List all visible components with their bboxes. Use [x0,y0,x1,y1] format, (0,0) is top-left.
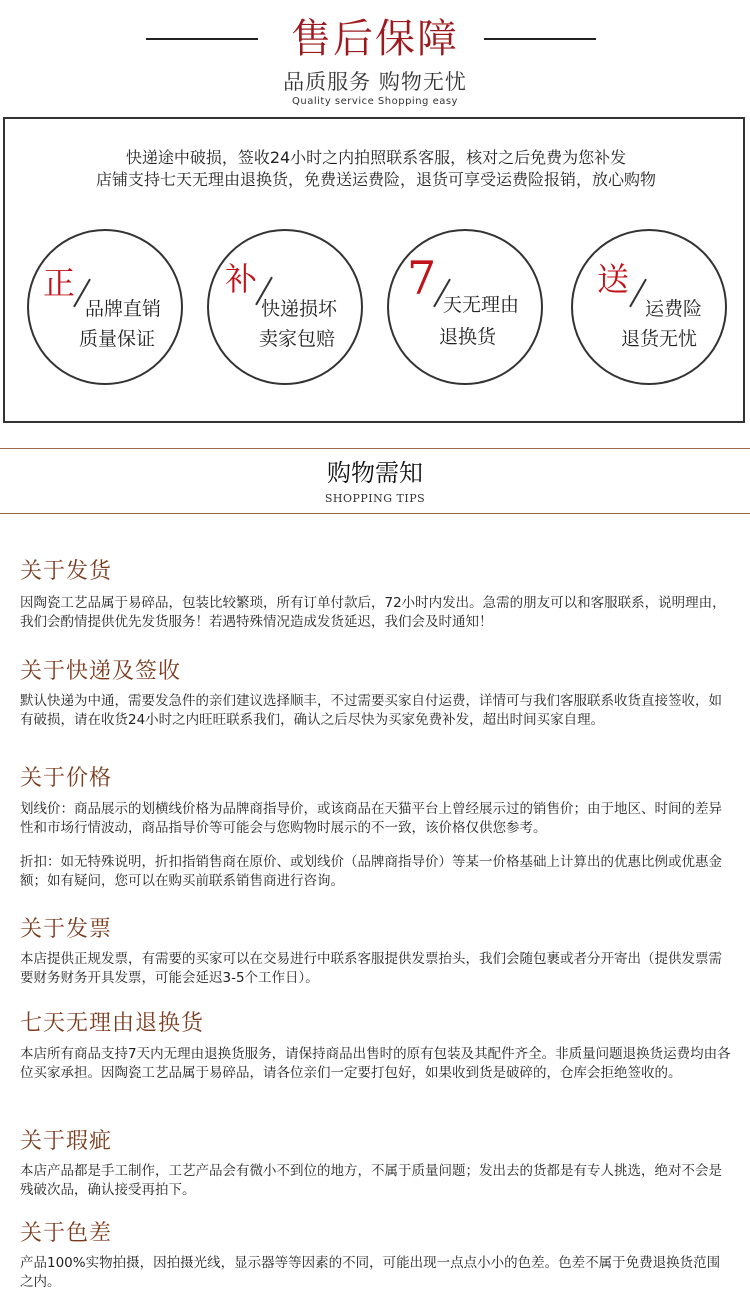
badge-line-2: 卖家包赔 [259,328,336,350]
guarantee-box [3,117,745,423]
section-title-invoice: 关于发票 [20,917,113,942]
section-body-color: 产品100%实物拍摄，因拍摄光线，显示器等等因素的不同，可能出现一点点小小的色差。色差不属于免费退换货范围之内。 [20,1255,721,1290]
badge-line-1: 快递损坏 [261,298,338,320]
badge-line-1: 品牌直销 [85,298,162,320]
section-body-price-discount: 折扣：如无特殊说明，折扣指销售商在原价、或划线价（品牌商指导价）等某一价格基础上计算出的优惠比例或优惠金额；如有疑问，您可以在购买前联系销售商进行咨询。 [20,854,722,889]
section-title-price: 关于价格 [20,766,113,791]
section-title-shipping: 关于发货 [20,559,113,584]
badge-authentic [27,229,183,385]
section-body-price-strike: 划线价：商品展示的划横线价格为品牌商指导价，或该商品在天猫平台上曾经展示过的销售价；由于地区、时间的差异性和市场行情波动，商品指导价等可能会与您购物时展示的不一致，该价格仅供您参考。 [20,801,722,836]
page-subtitle: 品质服务 购物无忧 [283,70,467,94]
section-title-flaws: 关于瑕疵 [20,1129,113,1154]
badge-char: 7 [407,251,437,305]
section-body-shipping: 因陶瓷工艺品属于易碎品，包装比较繁琐，所有订单付款后，72小时内发出。急需的朋友可以和客服联系，说明理由，我们会酌情提供优先发货服务！若遇特殊情况造成发货延迟，我们会及时通知！ [20,595,726,630]
tips-title-en: SHOPPING TIPS [324,492,426,505]
badge-char: 送 [597,260,630,298]
badge-shipping-insurance [571,229,727,385]
badge-line-1: 天无理由 [443,294,520,316]
tips-top-rule [0,448,750,449]
badge-seven-day-return [387,229,543,385]
section-body-return: 本店所有商品支持7天内无理由退换货服务，请保持商品出售时的原有包装及其配件齐全。非质量问题退换货运费均由各位买家承担。因陶瓷工艺品属于易碎品，请各位亲们一定要打包好，如果收到货是破碎的，仓库会拒绝签收的。 [20,1046,731,1081]
section-body-flaws: 本店产品都是手工制作，工艺产品会有微小不到位的地方，不属于质量问题；发出去的货都是有专人挑选，绝对不会是残破次品，确认接受再拍下。 [20,1163,722,1198]
page-subtitle-en: Quality service Shopping easy [292,96,458,107]
section-body-delivery: 默认快递为中通，需要发急件的亲们建议选择顺丰，不过需要买家自付运费，详情可与我们客服联系收货直接签收，如有破损，请在收货24小时之内旺旺联系我们，确认之后尽快为买家免费补发，超出时间买家自理。 [20,693,722,728]
badge-line-2: 质量保证 [79,328,156,350]
tips-bottom-rule [0,513,750,514]
page-title: 售后保障 [291,16,459,62]
badge-line-2: 退换货 [439,326,497,348]
badge-char: 补 [225,260,258,298]
section-title-color: 关于色差 [20,1221,113,1246]
tips-title: 购物需知 [327,459,423,487]
section-title-delivery: 关于快递及签收 [20,659,182,684]
badge-line-1: 运费险 [645,298,703,320]
badge-line-2: 退货无忧 [621,328,698,350]
guarantee-line-2: 店铺支持七天无理由退换货，免费送运费险，退货可享受运费险报销，放心购物 [95,170,656,189]
section-title-return: 七天无理由退换货 [20,1011,205,1036]
section-body-invoice: 本店提供正规发票，有需要的买家可以在交易进行中联系客服提供发票抬头，我们会随包裹或者分开寄出（提供发票需要财务财务开具发票，可能会延迟3-5个工作日）。 [20,951,722,986]
badge-compensation [207,229,363,385]
guarantee-line-1: 快递途中破损，签收24小时之内拍照联系客服，核对之后免费为您补发 [125,148,627,167]
badge-char: 正 [43,264,76,302]
